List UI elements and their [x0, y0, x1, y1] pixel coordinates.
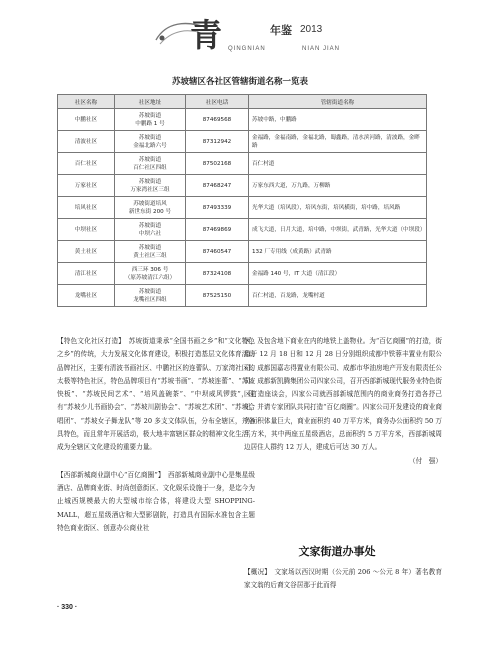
address-line: 西三环 306 号 — [131, 266, 169, 273]
table-row — [58, 197, 427, 219]
community-name: 培风社区 — [58, 197, 115, 219]
community-streets: 132 厂专用线（成黄路）武青路 — [249, 241, 427, 263]
page-number: · 330 · — [57, 604, 78, 611]
address-line: 新世东街 200 号 — [128, 208, 172, 215]
community-address — [115, 285, 186, 307]
community-phone: 87312942 — [186, 131, 249, 153]
community-streets: 金福路 140 号，IT 大道（清江段） — [249, 263, 427, 285]
table-row — [58, 175, 427, 197]
community-streets: 成飞大道，日月大道，培中路，中坝街，武青路，光华大道（中坝段） — [249, 219, 427, 241]
community-address — [115, 131, 186, 153]
address-line: 苏坡街道 — [138, 244, 162, 251]
address-line: 中坝六社 — [138, 230, 162, 237]
community-streets: 万家东西大道，万九路，万柳路 — [249, 175, 427, 197]
community-name: 中鹏社区 — [58, 109, 115, 131]
community-name: 百仁社区 — [58, 153, 115, 175]
section-title: 文家街道办事处 — [298, 545, 376, 558]
table-header-row — [58, 95, 427, 109]
community-address — [115, 153, 186, 175]
community-phone: 87324108 — [186, 263, 249, 285]
community-address — [115, 175, 186, 197]
paragraph-commerce: 【西部新城商业副中心“百亿商圈”】 西部新城商业副中心是集星级酒店、品牌商业街、时尚创意街区、文化娱乐设施于一身，是迄今为止城西规模最大的大型城市综合体，将建设大型 SHOPPING-MALL，超五星级酒店和大型影剧院，打造具有国际水准包含主题特色商业街区、创意办公商业社 — [57, 470, 255, 532]
address-line: 苏坡街道 — [138, 156, 162, 163]
community-name: 龙嘴社区 — [58, 285, 115, 307]
logo-pinyin-right: NIAN JIAN — [302, 46, 341, 52]
community-name: 清江社区 — [58, 263, 115, 285]
author-credit: （付 强） — [409, 456, 442, 465]
address-line: 苏坡街道 — [138, 178, 162, 185]
community-address — [115, 263, 186, 285]
table-row — [58, 241, 427, 263]
overview-block — [244, 566, 442, 593]
community-address — [115, 197, 186, 219]
address-line: 中鹏路 1 号 — [135, 120, 165, 127]
address-line: 苏坡街道 — [138, 112, 162, 119]
community-address — [115, 219, 186, 241]
yearbook-logo — [152, 10, 382, 60]
address-line: 黄土社区三组 — [133, 252, 167, 259]
paragraph-culture: 【特色文化社区打造】 苏坡街道秉承“全国书画之乡”和“文化特色之乡”的传统，大力发展文化体育建设，积极打造基层文化体育活动品牌社区，主要有清波书画社区、中鹏社区的连蕾队、万家湾社区的太极等特色社区，特色品牌项目有“苏坡书画”、“苏坡连蕾”、“苏坡快板”、“苏坡民间艺术”、“培风盖碗茶”、“中坝威风锣鼓”，现有“苏坡少儿书画协会”、“苏坡川剧协会”、“苏坡艺术团”、“苏坡合唱团”、“苏坡女子舞龙队”等 20 多支文体队伍，分布全辖区，并各具特色，而且常年开展活动，极大地丰富辖区群众的精神文化生活，成为全辖区文化建设的重要力量。 — [57, 337, 255, 452]
paragraph-commerce-cont: 区，及包含地下商业在内的地铁上盖物业。为“百亿商圈”的打造，街道于 12 月 18 日和 12 月 28 日分别组织成都中铁蓉丰置业有限公司、成都国嘉志得置业有限公司、成都市华油房地产开发有限责任公司、成都新凯腾集团公司四家公司，召开西部新城现代服务业特色街区打造座谈会，四家公司就西部新城范围内的商业商务打造各抒己见，并请专家团队共同打造“百亿商圈”。四家公司开发建设的商业商务面积体量巨大，商业面积约 40 万平方米，商务办公面积约 50 万平方米，其中两座五星级酒店，总面积约 5 万平方米，西部新城周边居住人群约 12 万人，建成后可达 30 万人。 — [244, 337, 442, 452]
community-streets: 苏坡中路，中鹏路 — [249, 109, 427, 131]
table-row — [58, 263, 427, 285]
community-phone: 87493339 — [186, 197, 249, 219]
address-line: 龙嘴社区四组 — [133, 296, 167, 303]
header-phone: 社区电话 — [186, 95, 249, 109]
header-streets: 管辖街道名称 — [249, 95, 427, 109]
community-phone: 87525150 — [186, 285, 249, 307]
address-line: 苏坡街道培风 — [133, 200, 167, 207]
address-line: 金福北路六号 — [133, 142, 167, 149]
community-name: 清波社区 — [58, 131, 115, 153]
header-address: 社区地址 — [115, 95, 186, 109]
address-line: 苏坡街道 — [138, 288, 162, 295]
community-streets: 百仁村道，百龙路，龙嘴村道 — [249, 285, 427, 307]
community-phone: 87468247 — [186, 175, 249, 197]
address-line: 百仁社区四组 — [133, 164, 167, 171]
community-address — [115, 241, 186, 263]
community-streets: 百仁村道 — [249, 153, 427, 175]
table-row — [58, 285, 427, 307]
community-phone: 87469869 — [186, 219, 249, 241]
right-column — [244, 335, 442, 468]
table-row — [58, 153, 427, 175]
address-line: （原苏坡清江六组） — [124, 274, 176, 281]
community-streets: 光华大道（培风段），培风东街，培风横街，培中路，培风路 — [249, 197, 427, 219]
community-name: 万家社区 — [58, 175, 115, 197]
community-phone: 87502168 — [186, 153, 249, 175]
table-title: 苏坡辖区各社区管辖街道名称一览表 — [171, 77, 308, 87]
logo-pinyin-left: QINGNIAN — [228, 46, 266, 52]
logo-year: 2013 — [300, 24, 323, 35]
community-address — [115, 109, 186, 131]
community-phone: 87460547 — [186, 241, 249, 263]
community-phone: 87469568 — [186, 109, 249, 131]
logo-text: 年鉴 — [270, 24, 292, 37]
community-table — [57, 94, 427, 307]
table-row — [58, 131, 427, 153]
paragraph-overview: 【概况】 文家场以西汉时期（公元前 206 ～公元 8 年）著名教育家文翁的后裔文谷居那于此而得 — [244, 568, 442, 590]
address-line: 万家湾社区三组 — [130, 186, 170, 193]
address-line: 苏坡街道 — [138, 222, 162, 229]
address-line: 苏坡街道 — [138, 134, 162, 141]
logo-char: 青 — [190, 16, 225, 54]
left-column — [57, 335, 255, 535]
community-name: 中坝社区 — [58, 219, 115, 241]
table-row — [58, 219, 427, 241]
header-name: 社区名称 — [58, 95, 115, 109]
community-name: 黄土社区 — [58, 241, 115, 263]
table-row — [58, 109, 427, 131]
community-streets: 金福路，金福南路，金福北路，蜀鑫路，清水滨河路，清波路，金畔路 — [249, 131, 427, 153]
